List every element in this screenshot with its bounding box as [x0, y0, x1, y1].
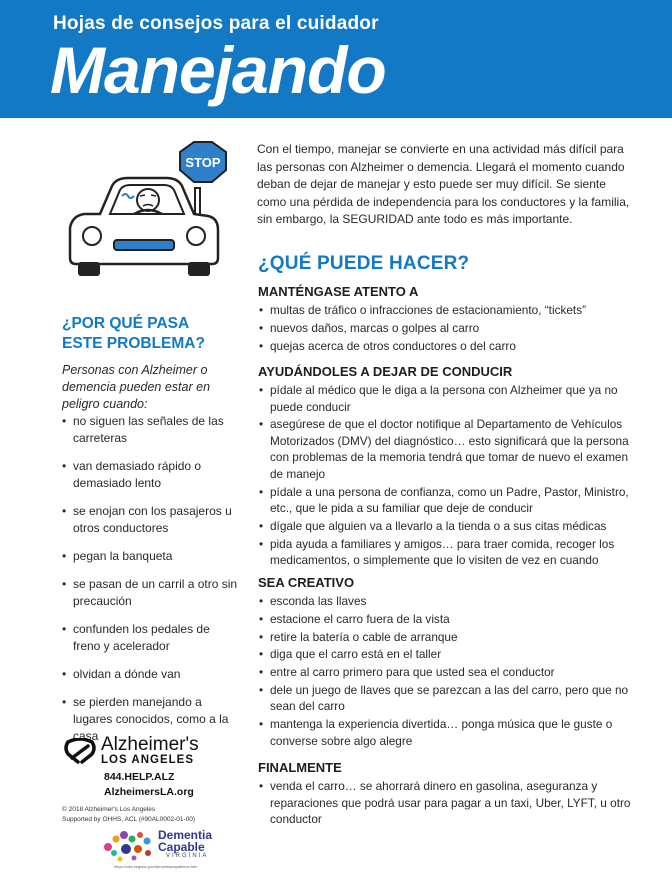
- section-help-stop-driving: [258, 364, 638, 570]
- header-banner: [0, 0, 672, 118]
- contact-phone[interactable]: 844.HELP.ALZ: [104, 771, 175, 783]
- dementia-url[interactable]: https://vda.virginia.gov/dementiacapableva.htm: [114, 864, 198, 869]
- list-item: • se pasan de un carril a otro sin precaución: [62, 576, 240, 610]
- list-item: • van demasiado rápido o demasiado lento: [62, 458, 240, 492]
- page-subtitle: Hojas de consejos para el cuidador: [53, 13, 379, 34]
- list-item: • nuevos daños, marcas o golpes al carro: [258, 320, 638, 337]
- section-finally: [258, 760, 638, 829]
- alzheimers-la-logo: [62, 733, 242, 769]
- car-grille: [114, 240, 174, 250]
- list-item: • diga que el carro está en el taller: [258, 646, 638, 663]
- logo-name: Alzheimer's: [101, 734, 199, 755]
- list-item: • multas de tráfico o infracciones de estacionamiento, “tickets”: [258, 302, 638, 319]
- risk-intro: Personas con Alzheimer o demencia pueden estar en peligro cuando:: [62, 363, 211, 411]
- driver-car-illustration: [62, 140, 234, 280]
- list-item: • se pierden manejando a lugares conocidos, como a la casa: [62, 694, 240, 745]
- list-item: • no siguen las señales de las carreteras: [62, 413, 240, 447]
- copyright-text: © 2018 Alzheimer's Los Angeles Supported by OHHS, ACL (#90AL0002-01-00): [62, 806, 196, 823]
- list-item: • quejas acerca de otros conductores o del carro: [258, 338, 638, 355]
- list-item: • pida ayuda a familiares y amigos… para traer comida, recoger los medicamentos, o simplemente que lo visiten de vez en cuando: [258, 536, 638, 569]
- section-heading: MANTÉNGASE ATENTO A: [258, 284, 419, 299]
- list-item: • pídale al médico que le diga a la persona con Alzheimer que ya no puede conducir: [258, 382, 638, 415]
- contact-website[interactable]: AlzheimersLA.org: [104, 786, 194, 798]
- what-heading: ¿QUÉ PUEDE HACER?: [258, 253, 470, 274]
- list-item: • dígale que alguien va a llevarlo a la tienda o a sus citas médicas: [258, 518, 638, 535]
- stop-sign-text: STOP: [185, 155, 221, 170]
- driver-head: [137, 189, 159, 211]
- page-title: Manejando: [50, 33, 386, 107]
- dementia-capable-logo: [100, 827, 240, 867]
- list-item: • pegan la banqueta: [62, 548, 240, 565]
- list-item: • se enojan con los pasajeros u otros conductores: [62, 503, 240, 537]
- intro-paragraph: Con el tiempo, manejar se convierte en una actividad más difícil para las personas con Alzheimer o demencia. Llegará el momento cuando deban de dejar de manejar y esto puede ser muy difícil. Se siente como una pérdida de independencia para los conductores y la familia, sin embargo, la SEGURIDAD ante todo es más importante.: [257, 142, 630, 227]
- risk-list: [62, 413, 240, 756]
- left-headlight: [83, 227, 101, 245]
- section-heading: AYUDÁNDOLES A DEJAR DE CONDUCIR: [258, 364, 513, 379]
- list-item: • dele un juego de llaves que se parezcan a las del carro, pero que no sean del carro: [258, 682, 638, 715]
- list-item: • venda el carro… se ahorrará dinero en gasolina, aseguranza y reparaciones que podrá usar para pagar a un taxi, Uber, LYFT, u otro conductor: [258, 778, 638, 828]
- left-wheel: [78, 262, 100, 276]
- list-item: • confunden los pedales de freno y acelerador: [62, 621, 240, 655]
- section-be-creative: [258, 575, 638, 751]
- dementia-name: Dementia Capable: [158, 828, 213, 854]
- list-item: • entre al carro primero para que usted sea el conductor: [258, 664, 638, 681]
- list-item: • pídale a una persona de confianza, como un Padre, Pastor, Ministro, etc., que le pida a su familiar que deje de conducir: [258, 484, 638, 517]
- section-stay-alert: [258, 284, 638, 355]
- dementia-dots-icon: [100, 827, 156, 863]
- right-headlight: [187, 227, 205, 245]
- list-item: • mantenga la experiencia divertida… ponga música que le guste o converse sobre algo alegre: [258, 716, 638, 749]
- ribbon-icon: [62, 738, 98, 764]
- list-item: • asegúrese de que el doctor notifique al Departamento de Vehículos Motorizados (DMV) del diagnóstico… esto significará que la persona con problemas de la memoria tendrá que tomar de nuevo el examen de manejo: [258, 416, 638, 482]
- section-heading: FINALMENTE: [258, 760, 342, 775]
- list-item: • estacione el carro fuera de la vista: [258, 611, 638, 628]
- section-heading: SEA CREATIVO: [258, 575, 355, 590]
- list-item: • retire la batería o cable de arranque: [258, 629, 638, 646]
- why-heading: ¿POR QUÉ PASA ESTE PROBLEMA?: [62, 315, 205, 352]
- list-item: • esconda las llaves: [258, 593, 638, 610]
- list-item: • olvidan a dónde van: [62, 666, 240, 683]
- alzheimers-la-logo-block: [62, 733, 242, 825]
- right-wheel: [188, 262, 210, 276]
- logo-sub: LOS ANGELES: [101, 754, 194, 766]
- dementia-state: VIRGINIA: [166, 853, 209, 859]
